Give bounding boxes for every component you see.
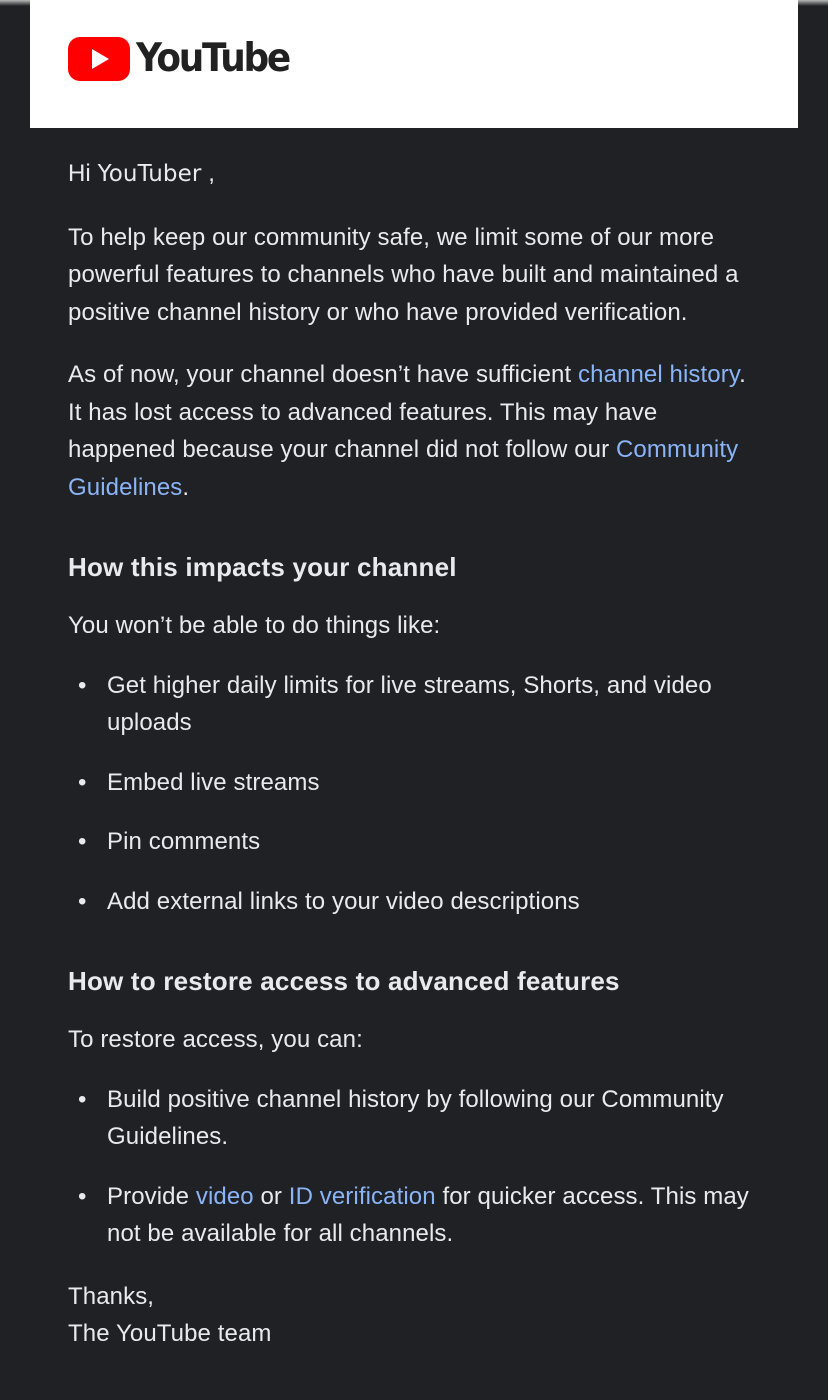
intro-paragraph: To help keep our community safe, we limit some of our more powerful features to channels who have built and maintained a positive channel history or who have provided verification.: [68, 223, 739, 326]
signoff-team: The YouTube team: [68, 1320, 272, 1347]
impact-list: [68, 667, 758, 921]
greeting-suffix: ,: [201, 160, 215, 187]
bullet: •: [78, 1085, 87, 1113]
restore-lead: To restore access, you can:: [68, 1026, 363, 1053]
greeting-prefix: Hi: [68, 160, 91, 187]
greeting: [68, 155, 758, 194]
list-item-text: Pin comments: [107, 828, 261, 855]
id-verification-link[interactable]: ID verification: [288, 1182, 436, 1210]
impact-lead: You won’t be able to do things like:: [68, 612, 441, 639]
status-text-2: . It has lost access to advanced features. This may have happened because your channel did not follow our: [68, 361, 746, 463]
restore-text-3: for quicker access. This may not be available for all channels.: [107, 1182, 749, 1247]
list-item-text: Get higher daily limits for live streams, Shorts, and video uploads: [107, 671, 712, 736]
channel-history-link[interactable]: channel history: [578, 361, 740, 388]
bullet: •: [78, 1182, 87, 1210]
list-item: [68, 883, 758, 921]
recipient-name: YouTuber: [97, 161, 202, 187]
signoff-thanks: Thanks,: [68, 1282, 155, 1310]
logo-wordmark: YouTube: [136, 36, 289, 81]
email-header: [30, 0, 798, 128]
bullet: •: [78, 887, 87, 915]
list-item: [68, 823, 758, 861]
youtube-logo[interactable]: [68, 36, 302, 82]
list-item-text: Build positive channel history by following our Community Guidelines.: [107, 1085, 724, 1150]
bullet: •: [78, 768, 87, 796]
list-item: [68, 764, 758, 802]
impact-heading: How this impacts your channel: [68, 552, 457, 582]
status-text-1: As of now, your channel doesn’t have sufficient: [68, 361, 579, 388]
restore-text-1: Provide: [107, 1182, 196, 1210]
restore-list: [68, 1081, 758, 1253]
status-paragraph: [68, 356, 758, 506]
youtube-play-icon: [68, 37, 130, 81]
list-item-text: Add external links to your video descriptions: [107, 887, 580, 915]
bullet: •: [78, 671, 87, 699]
list-item: [68, 1178, 758, 1253]
list-item: [68, 667, 758, 742]
email-body: [68, 155, 758, 1353]
list-item: [68, 1081, 758, 1156]
restore-text-2: or: [253, 1182, 289, 1210]
community-guidelines-link[interactable]: Community Guidelines: [68, 436, 739, 501]
list-item-text: Embed live streams: [107, 768, 320, 796]
video-verification-link[interactable]: video: [195, 1182, 254, 1210]
restore-heading: How to restore access to advanced features: [68, 966, 620, 996]
status-text-3: .: [182, 473, 190, 501]
bullet: •: [78, 828, 87, 855]
